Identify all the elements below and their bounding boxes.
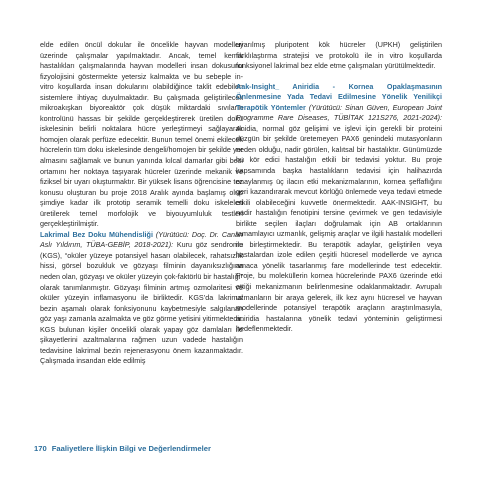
right-column	[236, 40, 442, 335]
lakrimal-section-body: Kuru göz sendromu (KGS), “oküler yüzeye potansiyel hasarı olabilecek, rahatsızlık hissi, görsel bozukluk ve gözyaşı filminin dayanıksızlığına neden olan, gözyaşı ve oküler yüzeyin çok-faktörlü bir hastalığı” olarak tanımlanmıştır. Gözyaşı filminin artmış ozmolaritesi ve oküler yüzeyin inflamasyonu ile birliktedir. KGS’da lakrimal bezin aşamalı olarak fonksiyonunu kaybetmesiyle salgılanan göz yaşı zamanla azalmakta ve göz görme yetisini yitirmektedir. KGS bulunan kişiler öncelikli olarak yapay göz damlaları ile şikayetlerini azaltmalarına rağmen uzun vadede hastalığın tedavisine lakrimal bezin rejenerasyonu önem kazanmaktadır. Çalışmada insandan elde edilmiş	[40, 240, 244, 366]
footer-title: Faaliyetlere İlişkin Bilgi ve Değerlendirmeler	[51, 444, 211, 453]
right-paragraph-1: uyarılmış pluripotent kök hücreler (UPKH) geliştirilen farklılaştırma stratejisi ve protokolü ile in vitro koşullarda fonksiyonel lakrimal bez elde etme çalışmaları yürütülmektedir.	[236, 40, 442, 71]
aak-insight-section-meta: (Yürütücü: Sinan Güven, European Joint Programme Rare Diseases, TÜBİTAK 121S276, 2021-2024):	[236, 102, 442, 123]
lakrimal-section-meta: (Yürütücü: Doç. Dr. Canan Aslı Yıldırım, TÜBA-GEBİP, 2018-2021):	[40, 229, 243, 250]
aak-insight-section-body: Anidia, normal göz gelişimi ve işlevi için gerekli bir proteini düzgün bir şekilde üretemeyen PAX6 genindeki mutasyonların neden olduğu, nadir görülen, kalıtsal bir hastalıktır. Günümüzde bu kör edici hastalığın etkili bir tedavisi yoktur. Bu proje kapsamında başka hastalıkların tedavisi için halihazırda onaylanmış üç ilacın etki mekanizmalarının, kornea şeffaflığını geri kazandırarak mevcut körlüğü önlemede veya tedavi etmede etkili olabileceğini kuvvetle önermektedir. AAK-INSIGHT, bu nadir hastalığın fenotipini tersine çevirmek ve gen tedavisiyle birlikte seçilen ilaçları doğrulamak için AB ortaklarının tamamlayıcı uzmanlık, gelişmiş araçlar ve ilgili hastalık modelleri ile birleştirmektedir. Bu terapötik adaylar, geliştirilen veya hastalardan izole edilen çeşitli hücresel modellerde ve ayrıca amaca yönelik tasarlanmış fare modellerinde test edecektir. Proje, bu moleküllerin kornea hücrelerinde PAX6 üzerinde etki ettiği mekanizmanın belirlenmesine odaklanmaktadır. Avrupalı uzmanların bir araya gelerek, ilk kez aynı hücresel ve hayvan modellerinde potansiyel terapötik araçların araştırılmasıyla, aniridia hastalarına yönelik tedavi yönteminin geliştirmesi hedeflenmektedir.	[236, 123, 442, 334]
right-paragraph-2	[236, 82, 442, 335]
aak-insight-section-title: Aak-Insight_ Aniridia - Kornea Opaklaşmasının Önlenmesine Yada Tedavi Edilmesine Yönelik Yenilikçi Terapötik Yöntemler	[236, 81, 442, 112]
lakrimal-section-title: Lakrimal Bez Doku Mühendisliği	[40, 229, 153, 239]
page-number: 170	[34, 444, 47, 453]
left-column	[40, 40, 243, 367]
left-paragraph-2	[40, 230, 243, 367]
page-footer	[34, 444, 211, 453]
left-paragraph-1: elde edilen öncül dokular ile öncelikle hayvan modelleri üzerinde çalışmalar yapılmaktadır. Ancak, temel kemik hastalıkları çalışmalarında hayvan modelleri insan dokusunu fizyolojisini göstermekte yetersiz kalmakta ve bu sebeple in-vitro koşullarda insan dokularını olabildiğince taklit edebilen sistemlere ihtiyaç duyulmaktadır. Bu çalışmada geliştirilecek mikroakışkan biyoreaktör çok düşük miktardaki sıvıların kontrolünü hassas bir şekilde gerçekleştirerek üretilen doku iskelesinin belirli noktalara hücre yerleştirmeyi sağlayarak homojen olarak perfüze edecektir. Bunun temel önemi ekilecek hücrelerin tüm doku iskelesinde dengeli/homojen bir şekilde yer almasını sağlamak ve bunun yanında kılcal damarlar gibi besi ortamını her noktaya taşıyarak hücreler üzerinde mekanik ve fiziksel bir uyarı oluşturmaktır. Bir yüksek lisans öğrencisine tez konusu oluşturan bu proje 2018 Aralık ayında başlamış olup şimdiye kadar ilk prototip seramik temelli doku iskeleleri üretilerek temel morfolojik ve biyouyumluluk testleri gerçekleştirilmiştir.	[40, 40, 243, 229]
